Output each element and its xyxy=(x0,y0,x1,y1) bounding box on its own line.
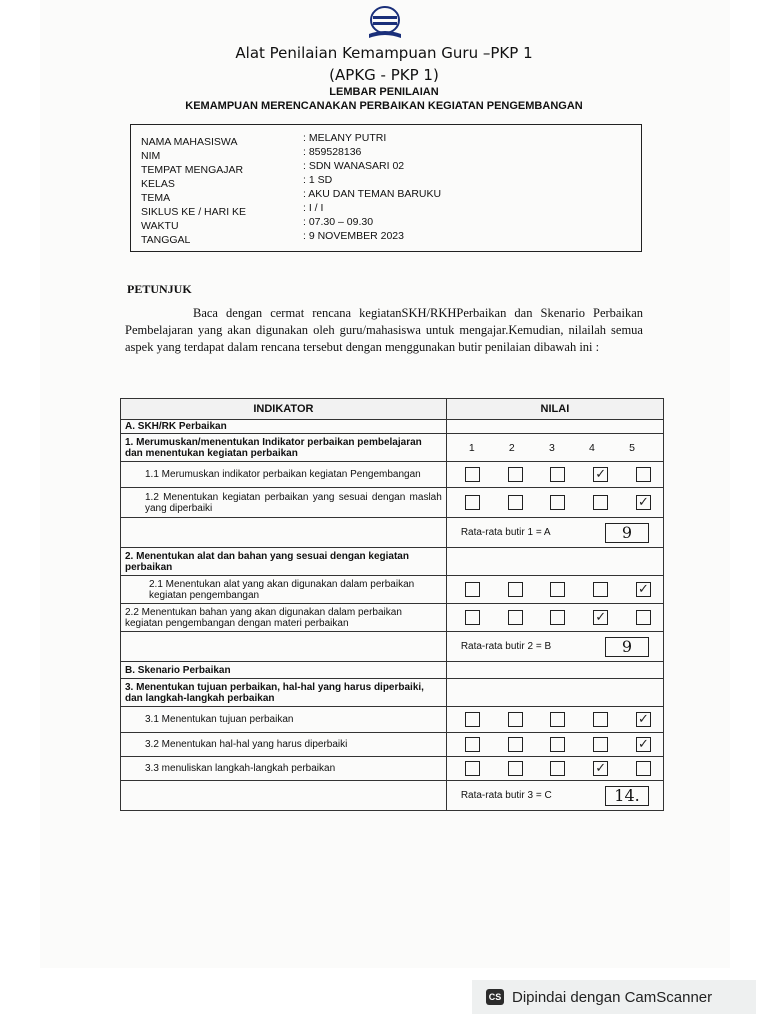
info-value: : I / I xyxy=(303,202,324,214)
checkbox[interactable] xyxy=(465,495,480,510)
item-2-1: 2.1 Menentukan alat yang akan digunakan dalam perbaikan kegiatan pengembangan xyxy=(121,576,447,604)
info-value: : MELANY PUTRI xyxy=(303,132,387,144)
checkbox[interactable] xyxy=(550,761,565,776)
checkbox[interactable] xyxy=(508,467,523,482)
checkbox[interactable] xyxy=(550,610,565,625)
checkbox[interactable] xyxy=(550,582,565,597)
header-nilai: NILAI xyxy=(446,399,663,420)
scale-3: 3 xyxy=(548,441,555,454)
checkbox-checked[interactable]: ✓ xyxy=(636,712,651,727)
score-checkboxes xyxy=(451,495,659,510)
checkbox-checked[interactable]: ✓ xyxy=(636,582,651,597)
section-b-title: B. Skenario Perbaikan xyxy=(121,662,447,679)
checkbox[interactable] xyxy=(593,582,608,597)
score-checkboxes xyxy=(451,761,659,776)
score-checkboxes xyxy=(451,610,659,625)
average-3-value: 14. xyxy=(605,786,649,806)
info-label: TANGGAL xyxy=(141,234,191,246)
scale-4: 4 xyxy=(589,441,595,454)
info-value: : 07.30 – 09.30 xyxy=(303,216,374,228)
score-checkboxes xyxy=(451,582,659,597)
checkbox[interactable] xyxy=(508,737,523,752)
info-label: WAKTU xyxy=(141,220,179,232)
section-a-title: A. SKH/RK Perbaikan xyxy=(121,420,447,434)
checkbox[interactable] xyxy=(465,712,480,727)
scale-2: 2 xyxy=(508,441,515,454)
checkbox[interactable] xyxy=(593,712,608,727)
checkbox-checked[interactable]: ✓ xyxy=(636,495,651,510)
scale-1: 1 xyxy=(468,441,475,454)
checkbox[interactable] xyxy=(636,467,651,482)
average-1-label: Rata-rata butir 1 = A xyxy=(460,527,551,538)
checkbox-checked[interactable]: ✓ xyxy=(636,737,651,752)
score-checkboxes xyxy=(451,712,659,727)
checkbox[interactable] xyxy=(550,495,565,510)
info-value: : SDN WANASARI 02 xyxy=(303,160,405,172)
average-2-label: Rata-rata butir 2 = B xyxy=(460,641,552,652)
checkbox-checked[interactable]: ✓ xyxy=(593,610,608,625)
item-3-3: 3.3 menuliskan langkah-langkah perbaikan xyxy=(121,757,447,781)
assessment-table xyxy=(120,398,664,811)
checkbox[interactable] xyxy=(508,582,523,597)
checkbox-checked[interactable]: ✓ xyxy=(593,467,608,482)
scale-header xyxy=(446,434,663,462)
info-value: : AKU DAN TEMAN BARUKU xyxy=(303,188,442,200)
checkbox[interactable] xyxy=(465,467,480,482)
info-label: NAMA MAHASISWA xyxy=(141,136,238,148)
checkbox[interactable] xyxy=(508,761,523,776)
checkbox[interactable] xyxy=(508,712,523,727)
checkbox[interactable] xyxy=(508,495,523,510)
form-subtitle: LEMBAR PENILAIAN xyxy=(329,86,439,98)
score-checkboxes xyxy=(451,467,659,482)
form-title: Alat Penilaian Kemampuan Guru –PKP 1 xyxy=(235,44,533,62)
item-3-2: 3.2 Menentukan hal-hal yang harus diperbaiki xyxy=(121,733,447,757)
camscanner-text: Dipindai dengan CamScanner xyxy=(512,988,713,1006)
student-info-box xyxy=(130,124,642,252)
item-3-title: 3. Menentukan tujuan perbaikan, hal-hal yang harus diperbaiki, dan langkah-langkah perbaikan xyxy=(121,679,447,707)
checkbox[interactable] xyxy=(465,582,480,597)
instructions-heading: PETUNJUK xyxy=(127,282,192,296)
item-2-2: 2.2 Menentukan bahan yang akan digunakan dalam perbaikan kegiatan pengembangan dengan materi perbaikan xyxy=(121,604,447,632)
info-value: : 1 SD xyxy=(303,174,333,186)
info-value: : 859528136 xyxy=(303,146,362,158)
checkbox[interactable] xyxy=(465,737,480,752)
camscanner-badge xyxy=(472,980,756,1014)
checkbox-checked[interactable]: ✓ xyxy=(593,761,608,776)
camscanner-icon: CS xyxy=(486,989,504,1005)
info-label: TEMA xyxy=(141,192,171,204)
university-logo xyxy=(365,6,405,42)
score-checkboxes xyxy=(451,737,659,752)
checkbox[interactable] xyxy=(636,610,651,625)
info-label: KELAS xyxy=(141,178,175,190)
checkbox[interactable] xyxy=(550,712,565,727)
info-label: TEMPAT MENGAJAR xyxy=(141,164,244,176)
average-2-value: 9 xyxy=(605,637,649,657)
checkbox[interactable] xyxy=(550,737,565,752)
form-code: (APKG - PKP 1) xyxy=(329,66,439,84)
item-1-2: 1.2 Menentukan kegiatan perbaikan yang sesuai dengan maslah yang diperbaiki xyxy=(121,488,447,518)
info-label: SIKLUS KE / HARI KE xyxy=(141,206,247,218)
form-heading: KEMAMPUAN MERENCANAKAN PERBAIKAN KEGIATAN PENGEMBANGAN xyxy=(185,100,583,112)
header-indikator: INDIKATOR xyxy=(121,399,447,420)
checkbox[interactable] xyxy=(550,467,565,482)
checkbox[interactable] xyxy=(636,761,651,776)
item-1-title: 1. Merumuskan/menentukan Indikator perbaikan pembelajaran dan menentukan kegiatan perbaikan xyxy=(121,434,447,462)
instructions-text: Baca dengan cermat rencana kegiatanSKH/RKHPerbaikan dan Skenario Perbaikan Pembelajaran yang akan digunakan oleh guru/mahasiswa untuk mengajar.Kemudian, nilailah semua aspek yang terdapat dalam rencana tersebut dengan menggunakan butir penilaian dibawah ini : xyxy=(125,306,643,354)
item-1-1: 1.1 Merumuskan indikator perbaikan kegiatan Pengembangan xyxy=(121,462,447,488)
checkbox[interactable] xyxy=(465,761,480,776)
item-2-title: 2. Menentukan alat dan bahan yang sesuai dengan kegiatan perbaikan xyxy=(121,548,447,576)
scale-5: 5 xyxy=(629,441,635,454)
info-value: : 9 NOVEMBER 2023 xyxy=(303,230,404,242)
item-3-1: 3.1 Menentukan tujuan perbaikan xyxy=(121,707,447,733)
average-1-value: 9 xyxy=(605,523,649,543)
checkbox[interactable] xyxy=(593,495,608,510)
checkbox[interactable] xyxy=(593,737,608,752)
checkbox[interactable] xyxy=(465,610,480,625)
average-3-label: Rata-rata butir 3 = C xyxy=(460,790,552,801)
info-label: NIM xyxy=(141,150,161,162)
checkbox[interactable] xyxy=(508,610,523,625)
